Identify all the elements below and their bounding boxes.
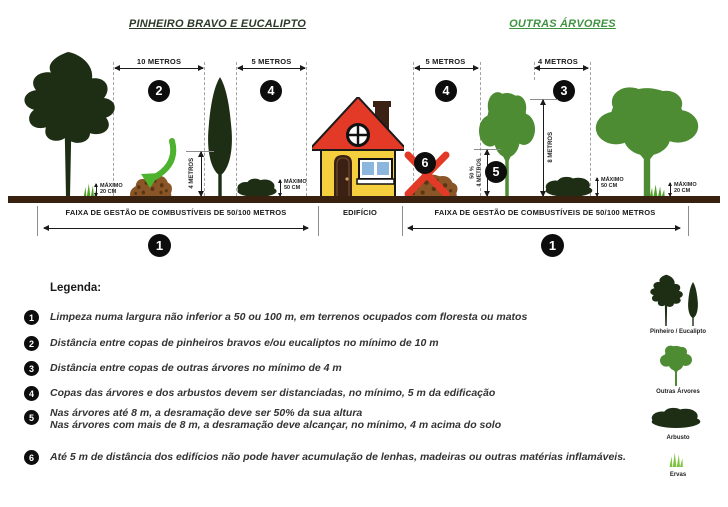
house-icon [312,97,404,197]
key-label-arbusto: Arbusto [666,435,690,441]
key-bush-icon [650,406,702,428]
max-line: 20 CM [100,189,117,195]
band-tick [402,206,403,236]
legend-badge-5: 5 [24,410,39,425]
badge-2: 2 [148,80,170,102]
vertical-arrow-4m [201,152,202,196]
legend-item-6: Até 5 m de distância dos edifícios não pode haver acumulação de lenhas, madeiras ou outras matérias inflamáveis. [50,451,626,463]
vertical-arrow-8m [543,100,544,196]
legend-badge-3: 3 [24,361,39,376]
span-arrow-5m-right [415,68,478,69]
span-label-4m: 4 METROS [538,57,578,66]
meters-line: 4 METROS [476,158,482,187]
badge-4: 4 [260,80,282,102]
title-outras-arvores: OUTRAS ÁRVORES [509,18,616,30]
badge-3: 3 [553,80,575,102]
max-line: MÁXIMO [100,183,123,189]
legend-item-5-line-2: Nas árvores com mais de 8 m, a desramação deve alcançar, no mínimo, 4 m acima do solo [50,419,502,431]
badge-6: 6 [414,152,436,174]
cypress-tree-icon [203,74,237,197]
ground-line [8,196,720,203]
pine-tree-icon [18,50,118,197]
fuel-strip-arrow-left [44,228,308,229]
max-line: MÁXIMO [284,179,307,185]
pct-line: 50 % [469,166,476,179]
band-tick [688,206,689,236]
max-line: MÁXIMO [674,182,697,188]
span-label-5m-right: 5 METROS [425,57,466,66]
span-arrow-10m [115,68,203,69]
key-label-outras-arvores: Outras Árvores [656,389,700,395]
legend-badge-2: 2 [24,336,39,351]
span-arrow-5m-left [238,68,305,69]
max-line: 50 CM [601,183,618,189]
edificio-label: EDIFÍCIO [342,208,378,217]
key-leafy-tree-icon [656,344,696,386]
vertical-label-8m: 8 METROS [547,131,554,163]
key-pine-icon [648,274,684,326]
badge-1: 1 [148,234,171,257]
key-label-ervas: Ervas [669,472,687,478]
legend-badge-4: 4 [24,386,39,401]
badge-1: 1 [541,234,564,257]
legend-item-2: Distância entre copas de pinheiros bravos e/ou eucaliptos no mínimo de 10 m [50,337,439,349]
legend-item-3: Distância entre copas de outras árvores no mínimo de 4 m [50,362,342,374]
max-arrow [670,183,671,196]
key-grass-icon [668,452,684,467]
band-tick [37,206,38,236]
max-arrow [280,180,281,196]
fuel-strip-arrow-right [408,228,680,229]
legend-badge-1: 1 [24,310,39,325]
legend-badge-6: 6 [24,450,39,465]
legend-title: Legenda: [50,282,102,294]
max-label-20cm [100,183,123,195]
fuel-strip-label-right: FAIXA DE GESTÃO DE COMBUSTÍVEIS DE 50/100 METROS [434,208,656,217]
legend-item-5-line-1: Nas árvores até 8 m, a desramação deve ser 50% da sua altura [50,407,363,419]
max-label-50cm [601,177,624,189]
vertical-label-4m: 4 METROS [188,157,195,189]
span-label-10m: 10 METROS [136,57,182,66]
key-cypress-icon [686,281,700,326]
fuel-strip-label-left: FAIXA DE GESTÃO DE COMBUSTÍVEIS DE 50/100 METROS [65,208,287,217]
max-line: MÁXIMO [601,177,624,183]
span-label-5m-left: 5 METROS [251,57,292,66]
badge-5: 5 [485,161,507,183]
legend-item-1: Limpeza numa largura não inferior a 50 ou 100 m, em terrenos ocupados com floresta ou matos [50,311,528,323]
max-label-50cm [284,179,307,191]
span-arrow-4m [535,68,588,69]
max-arrow [597,178,598,196]
leafy-tree-icon [469,88,542,197]
badge-4: 4 [435,80,457,102]
vertical-label-50pct [470,153,483,193]
max-line: 20 CM [674,188,691,194]
legend-item-4: Copas das árvores e dos arbustos devem ser distanciadas, no mínimo, 5 m da edificação [50,387,496,399]
max-line: 50 CM [284,185,301,191]
bush-icon [544,175,594,197]
title-pinheiro-eucalipto: PINHEIRO BRAVO E EUCALIPTO [128,18,307,30]
max-arrow [96,184,97,196]
bush-icon [236,177,278,197]
legend-item-5 [50,407,501,431]
pruning-arrow-icon [128,138,178,190]
dashed-guide-line [306,62,307,196]
key-label-pinheiro: Pinheiro / Eucalipto [649,329,706,335]
max-label-20cm [674,182,697,194]
